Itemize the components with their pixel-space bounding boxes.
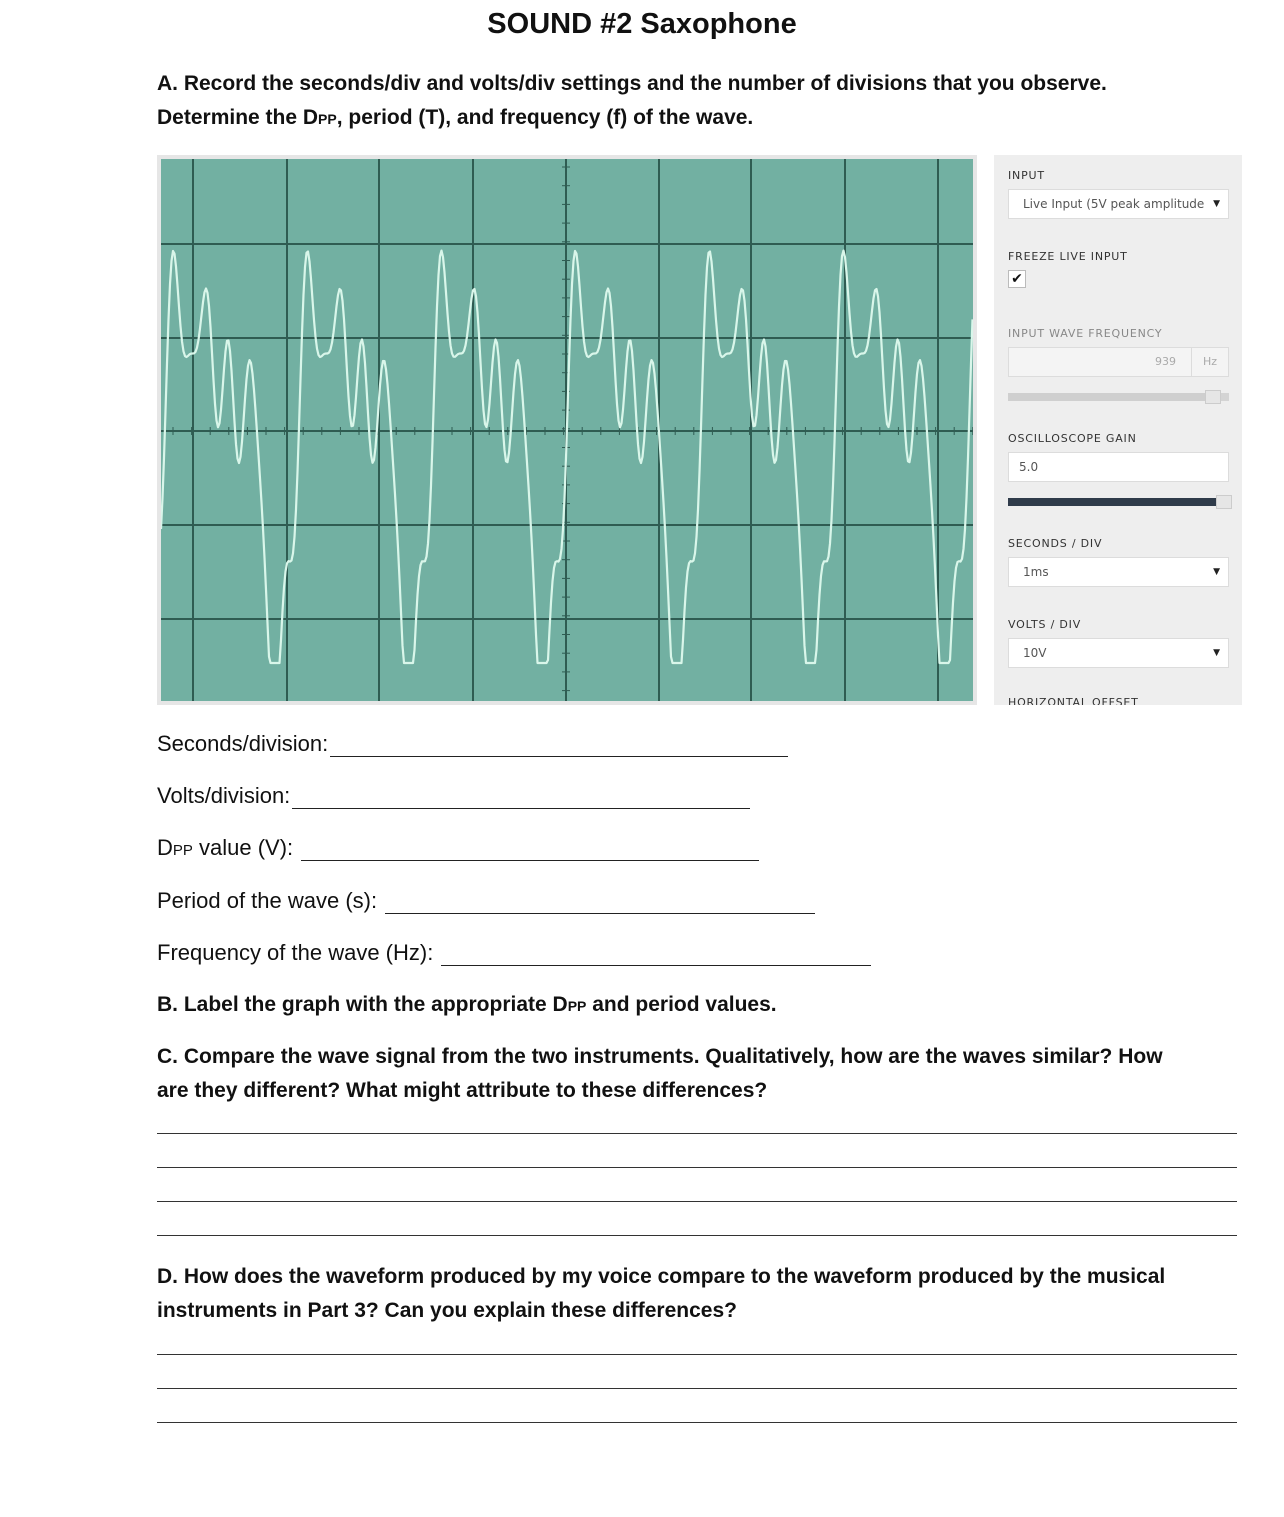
page-title: SOUND #2 Saxophone: [487, 8, 797, 40]
frequency-slider-handle[interactable]: [1205, 390, 1221, 404]
seconds-per-div-label: SECONDS / DIV: [1008, 537, 1103, 550]
volts-per-div-label: VOLTS / DIV: [1008, 618, 1082, 631]
answer-line[interactable]: [157, 1133, 1237, 1134]
oscilloscope-screenshot: [157, 155, 977, 705]
part-d-question: [157, 1260, 1244, 1328]
horizontal-offset-label: HORIZONTAL OFFSET: [1008, 696, 1139, 705]
frequency-value: 939: [1155, 355, 1176, 368]
input-wave-frequency-label: INPUT WAVE FREQUENCY: [1008, 327, 1163, 340]
input-label: INPUT: [1008, 169, 1045, 182]
volts-per-div-select[interactable]: [1008, 638, 1229, 668]
frequency-field: [157, 940, 871, 966]
oscilloscope-display: [161, 159, 973, 701]
volts-division-field: [157, 783, 750, 809]
frequency-label: Frequency of the wave (Hz):: [157, 940, 434, 965]
dpp-blank[interactable]: [301, 838, 759, 861]
frequency-slider-fill: [1008, 393, 1209, 401]
answer-line[interactable]: [157, 1201, 1237, 1202]
chevron-down-icon: ▼: [1213, 648, 1220, 658]
part-b-question: B. Label the graph with the appropriate DPP and period values.: [157, 993, 777, 1016]
chevron-down-icon: ▼: [1213, 199, 1220, 209]
input-select[interactable]: [1008, 189, 1229, 219]
part-a-line2: Determine the DPP, period (T), and frequency (f) of the wave.: [157, 106, 754, 129]
oscilloscope-gain-input[interactable]: [1008, 452, 1229, 482]
seconds-per-div-value: 1ms: [1023, 565, 1049, 579]
volts-division-label: Volts/division:: [157, 783, 291, 808]
gain-slider-fill: [1008, 498, 1220, 506]
answer-line[interactable]: [157, 1422, 1237, 1423]
period-field: [157, 888, 815, 914]
period-label: Period of the wave (s):: [157, 888, 378, 913]
freeze-live-input-label: FREEZE LIVE INPUT: [1008, 250, 1128, 263]
seconds-division-blank[interactable]: [330, 734, 788, 757]
volts-division-blank[interactable]: [292, 786, 750, 809]
input-wave-frequency-field[interactable]: [1008, 347, 1229, 377]
frequency-unit: Hz: [1191, 348, 1228, 376]
oscilloscope-gain-label: OSCILLOSCOPE GAIN: [1008, 432, 1137, 445]
dpp-field: [157, 835, 759, 861]
input-select-value: Live Input (5V peak amplitude: [1023, 197, 1205, 211]
period-blank[interactable]: [385, 891, 815, 914]
seconds-division-field: [157, 731, 788, 757]
part-d-line2: instruments in Part 3? Can you explain these differences?: [157, 1299, 737, 1322]
freeze-live-input-checkbox[interactable]: ✔: [1008, 270, 1026, 288]
answer-line[interactable]: [157, 1235, 1237, 1236]
frequency-blank[interactable]: [441, 943, 871, 966]
answer-line[interactable]: [157, 1167, 1237, 1168]
dpp-label: DPP value (V):: [157, 835, 294, 860]
control-panel: [994, 155, 1242, 705]
part-a-line1: A. Record the seconds/div and volts/div settings and the number of divisions that you observe.: [157, 72, 1107, 95]
part-c-line1: C. Compare the wave signal from the two instruments. Qualitatively, how are the waves similar? How: [157, 1045, 1163, 1068]
volts-per-div-value: 10V: [1023, 646, 1047, 660]
chevron-down-icon: ▼: [1213, 567, 1220, 577]
answer-line[interactable]: [157, 1388, 1237, 1389]
part-d-line1: D. How does the waveform produced by my voice compare to the waveform produced by the musical: [157, 1265, 1166, 1288]
seconds-per-div-select[interactable]: [1008, 557, 1229, 587]
seconds-division-label: Seconds/division:: [157, 731, 329, 756]
gain-value: 5.0: [1019, 460, 1039, 474]
part-a-question: [157, 67, 1244, 136]
gain-slider-handle[interactable]: [1216, 495, 1232, 509]
part-c-question: [157, 1040, 1244, 1108]
part-c-line2: are they different? What might attribute to these differences?: [157, 1079, 768, 1102]
answer-line[interactable]: [157, 1354, 1237, 1355]
